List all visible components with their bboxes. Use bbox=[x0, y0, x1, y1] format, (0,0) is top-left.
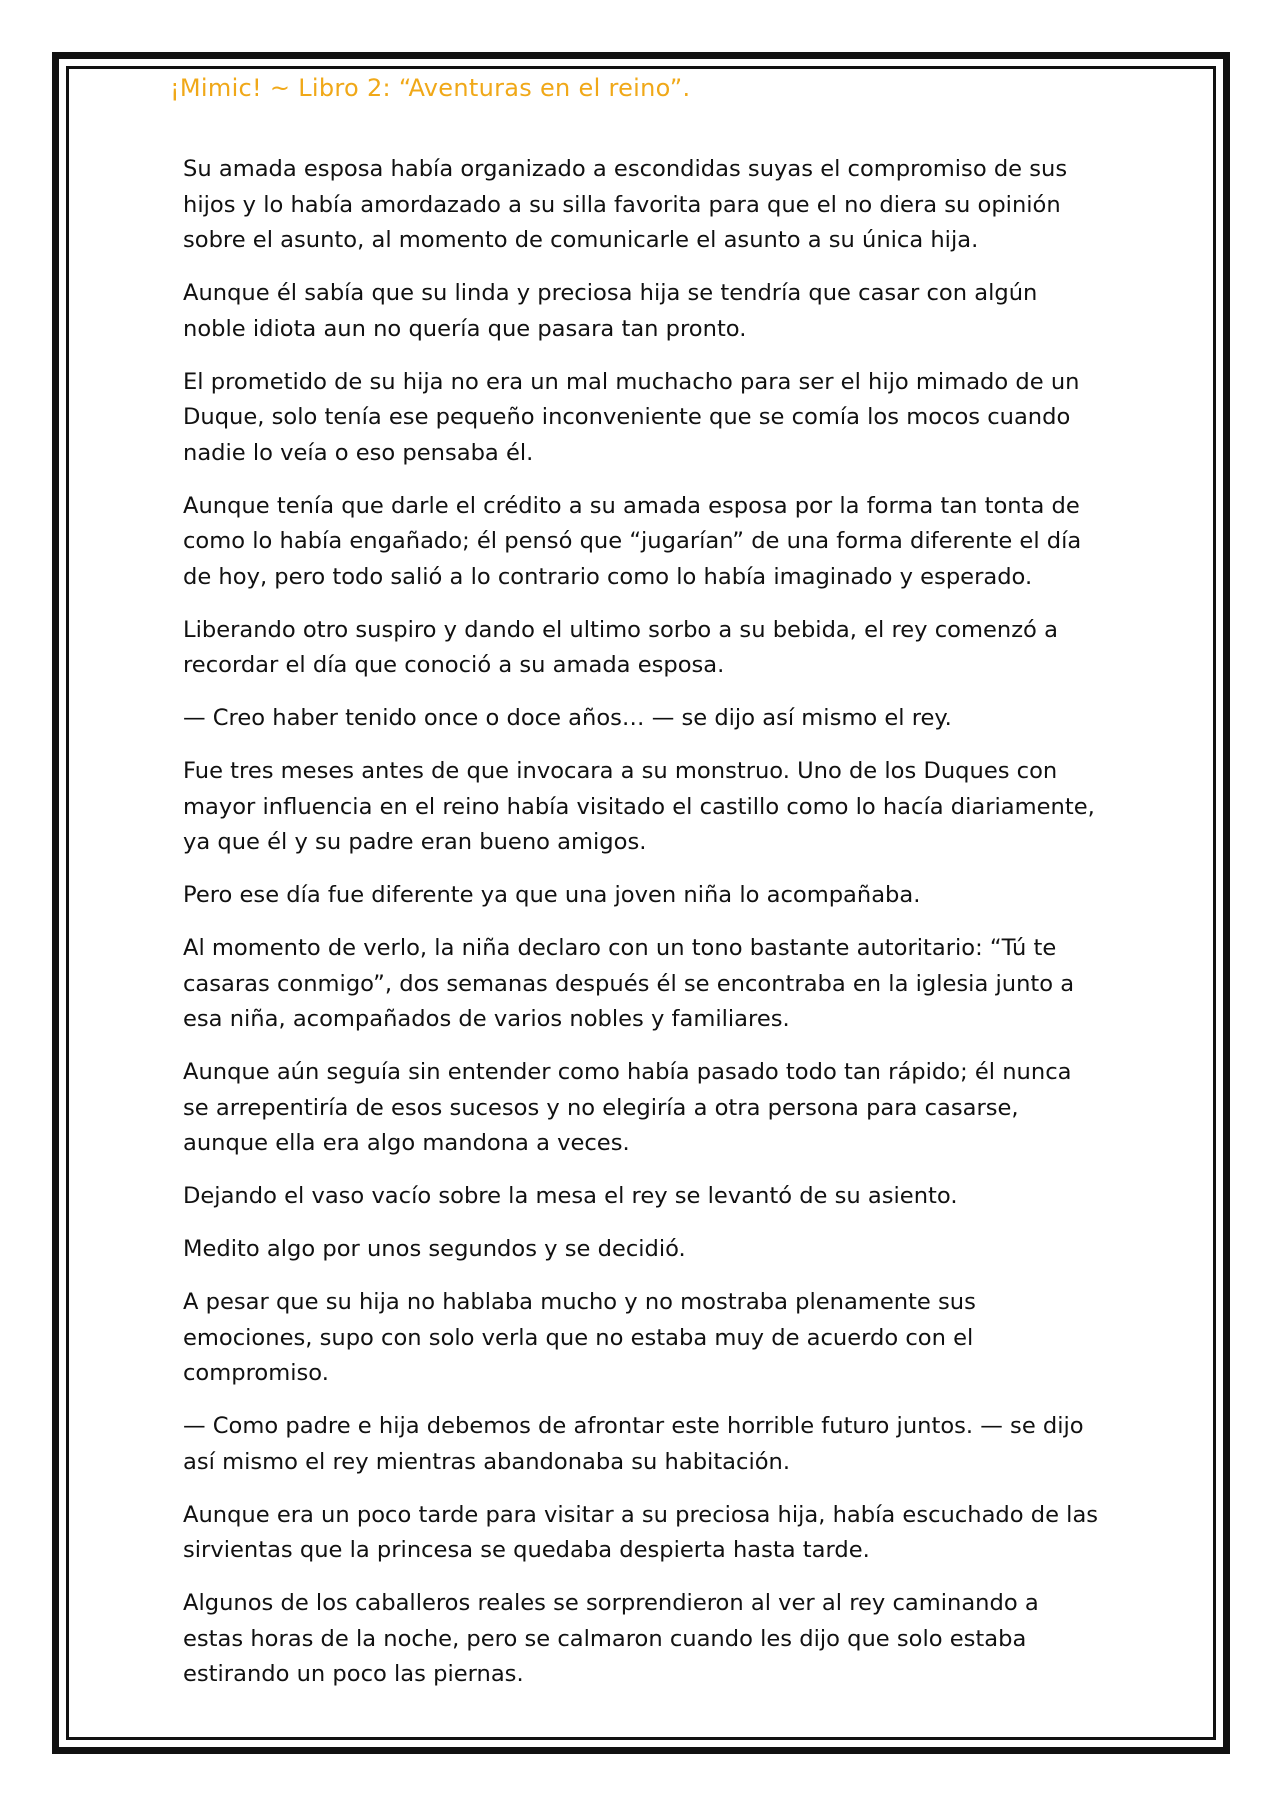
paragraph-4: Aunque tenía que darle el crédito a su amada esposa por la forma tan tonta de como lo había engañado; él pensó que “jugarían” de una forma diferente el día de hoy, pero todo salió a lo contrario como lo había imaginado y esperado. bbox=[183, 492, 1082, 590]
paragraph-1: Su amada esposa había organizado a escondidas suyas el compromiso de sus hijos y lo había amordazado a su silla favorita para que el no diera su opinión sobre el asunto, al momento de comunicarle el asunto a su única hija. bbox=[183, 156, 1068, 253]
paragraph-9: Al momento de verlo, la niña declaro con un tono bastante autoritario: “Tú te casaras conmigo”, dos semanas después él se encontraba en la iglesia junto a esa niña, acompañados de varios nobles y familiares. bbox=[183, 935, 1075, 1032]
paragraph-3: El prometido de su hija no era un mal muchacho para ser el hijo mimado de un Duque, solo tenía ese pequeño inconveniente que se comía los mocos cuando nadie lo veía o eso pensaba él. bbox=[183, 368, 1080, 466]
paragraph-8: Pero ese día fue diferente ya que una joven niña lo acompañaba. bbox=[183, 882, 921, 908]
paragraph-14: — Como padre e hija debemos de afrontar este horrible futuro juntos. — se dijo así mismo el rey mientras abandonaba su habitación. bbox=[183, 1413, 1084, 1475]
paragraph-16: Algunos de los caballeros reales se sorprendieron al ver al rey caminando a estas horas de la noche, pero se calmaron cuando les dijo que solo estaba estirando un poco las piernas. bbox=[183, 1590, 1039, 1687]
paragraph-13: A pesar que su hija no hablaba mucho y no mostraba plenamente sus emociones, supo con solo verla que no estaba muy de acuerdo con el compromiso. bbox=[183, 1289, 976, 1386]
story-body bbox=[183, 152, 1100, 1710]
paragraph-12: Medito algo por unos segundos y se decidió. bbox=[183, 1236, 686, 1262]
paragraph-6: — Creo haber tenido once o doce años… — se dijo así mismo el rey. bbox=[183, 705, 952, 731]
book-header: ¡Mimic! ~ Libro 2: “Aventuras en el reino”. bbox=[170, 74, 691, 102]
paragraph-7: Fue tres meses antes de que invocara a su monstruo. Uno de los Duques con mayor influencia en el reino había visitado el castillo como lo hacía diariamente, ya que él y su padre eran bueno amigos. bbox=[183, 758, 1095, 855]
paragraph-15: Aunque era un poco tarde para visitar a su preciosa hija, había escuchado de las sirvientas que la princesa se quedaba despierta hasta tarde. bbox=[183, 1501, 1099, 1563]
paragraph-10: Aunque aún seguía sin entender como había pasado todo tan rápido; él nunca se arrepentiría de esos sucesos y no elegiría a otra persona para casarse, aunque ella era algo mandona a veces. bbox=[183, 1059, 1072, 1156]
paragraph-11: Dejando el vaso vacío sobre la mesa el rey se levantó de su asiento. bbox=[183, 1183, 958, 1209]
paragraph-5: Liberando otro suspiro y dando el ultimo sorbo a su bebida, el rey comenzó a recordar el día que conoció a su amada esposa. bbox=[183, 616, 1058, 678]
paragraph-2: Aunque él sabía que su linda y preciosa hija se tendría que casar con algún noble idiota aun no quería que pasara tan pronto. bbox=[183, 280, 1038, 342]
